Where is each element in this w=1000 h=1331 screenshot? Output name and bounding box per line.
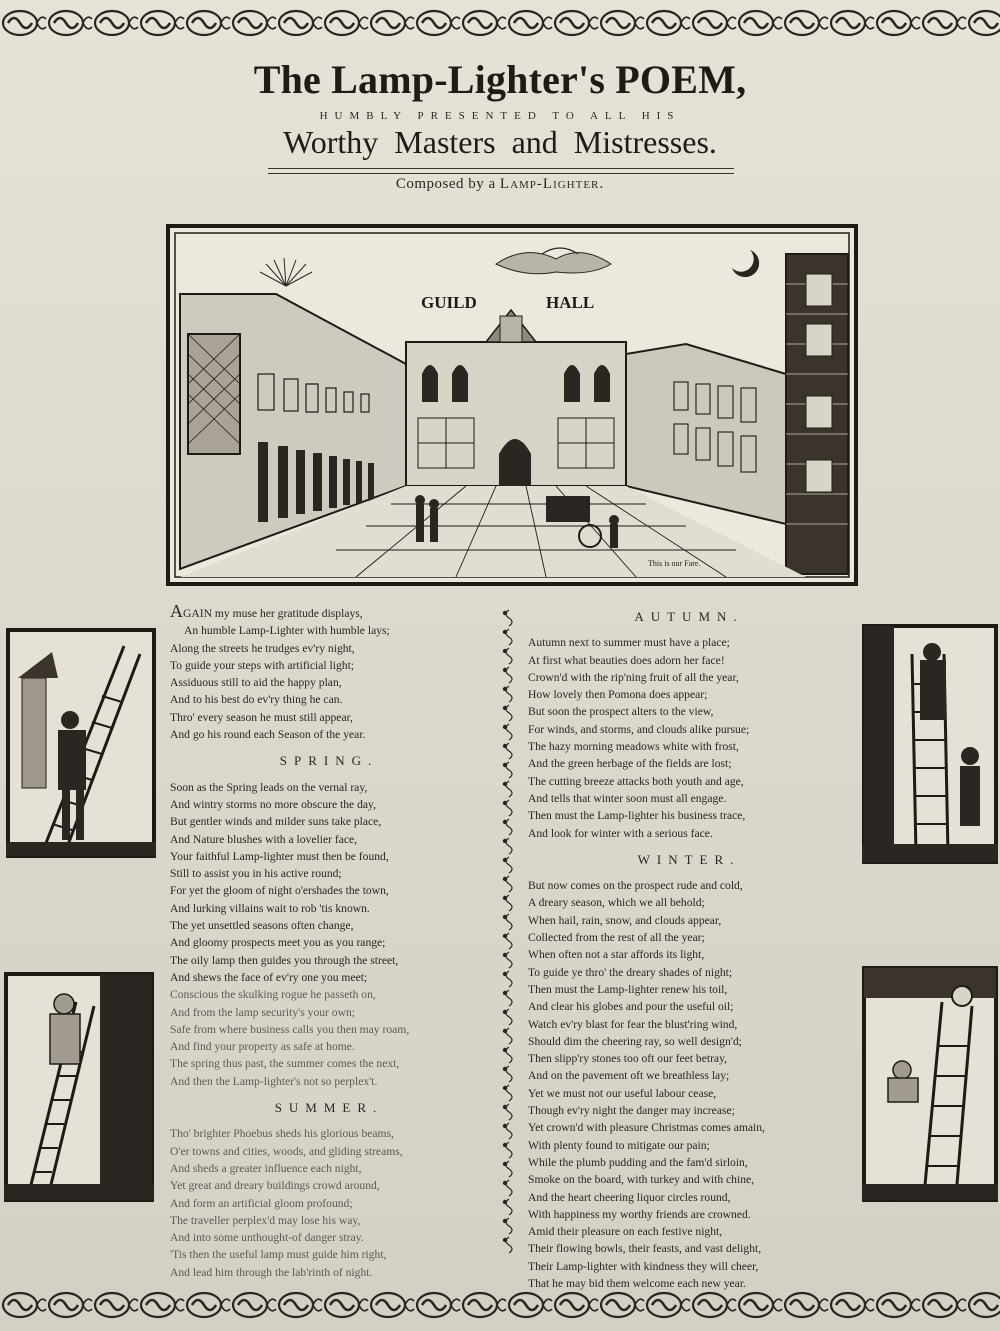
lamplighter-woodcut-winter [862,966,998,1202]
author-line [200,176,800,193]
intro-stanza [170,603,488,743]
lamplighter-woodcut-spring [6,628,156,858]
verse-line: Then slipp'ry stones too oft our feet betray, [528,1052,728,1066]
verse-line: But soon the prospect alters to the view, [528,705,714,719]
verse-line: Should dim the cheering ray, so well design'd; [528,1034,742,1048]
verse-line: An humble Lamp-Lighter with humble lays; [184,624,390,638]
verse-line: With happiness my worthy friends are crowned. [528,1207,751,1221]
verse-line: Then must the Lamp-lighter his business trace, [528,809,746,823]
verse-line: O'er towns and cities, woods, and gliding streams, [170,1144,403,1158]
verse-line: Your faithful Lamp-lighter must then be found, [170,849,389,863]
verse-line: Tho' brighter Phoebus sheds his glorious beams, [170,1127,394,1141]
verse-line: The yet unsettled seasons often change, [170,919,354,933]
verse-line: Autumn next to summer must have a place; [528,636,730,650]
verse-line: When hail, rain, snow, and clouds appear, [528,913,722,927]
verse-line: And shews the face of ev'ry one you meet; [170,970,368,984]
verse-line: And the green herbage of the fields are lost; [528,757,732,771]
verse-line: And lurking villains wait to rob 'tis known. [170,901,370,915]
verse-line: Conscious the skulking rogue he passeth on, [170,988,376,1002]
verse-line: The traveller perplex'd may lose his way, [170,1213,361,1227]
woodcut-caption: This is our Fare. [648,559,701,568]
verse-line: But gentler winds and milder suns take place, [170,815,382,829]
verse-line: Watch ev'ry blast for fear the blust'ring wind, [528,1017,738,1031]
ornamental-border-top [0,0,1000,46]
dedication-subtitle: Worthy Masters and Mistresses. [283,124,717,160]
verse-line: When often not a star affords its light, [528,948,705,962]
verse-line: The hazy morning meadows white with frost, [528,740,739,754]
ornamental-border-bottom [0,1282,1000,1328]
section-heading-autumn: AUTUMN. [634,609,744,624]
sign-hall: HALL [546,293,595,312]
sign-guild: GUILD [421,293,477,312]
verse-line: Still to assist you in his active round; [170,867,342,881]
verse-line: And then the Lamp-lighter's not so perplex't. [170,1074,378,1088]
verse-line: While the plumb pudding and the fam'd sirloin, [528,1155,748,1169]
column-divider-ornament [500,604,518,1256]
drop-cap: A [170,601,183,621]
verse-line: And Nature blushes with a lovelier face, [170,832,358,846]
verse-line: And look for winter with a serious face. [528,826,713,840]
verse-line: Crown'd with the rip'ning fruit of all the year, [528,670,739,684]
verse-line: Assiduous still to aid the happy plan, [170,676,342,690]
verse-line: Their Lamp-lighter with kindness they will cheer, [528,1259,759,1273]
verse-line: And sheds a greater influence each night, [170,1161,362,1175]
lamplighter-woodcut-autumn [862,624,998,864]
verse-line: The cutting breeze attacks both youth and age, [528,774,744,788]
section-heading-summer: SUMMER. [274,1100,384,1116]
verse-line: And lead him through the lab'rinth of night. [170,1265,373,1279]
verse-line: 'Tis then the useful lamp must guide him right, [170,1248,387,1262]
verse-line: With plenty found to mitigate our pain; [528,1138,710,1152]
section-heading-spring: SPRING. [279,753,379,769]
verse-line: And clear his globes and pour the useful oil; [528,1000,734,1014]
verse-line: And tells that winter soon must all engage. [528,791,727,805]
verse-line: Yet great and dreary buildings crowd around, [170,1179,380,1193]
verse-line: To guide your steps with artificial light; [170,658,355,672]
verse-line: And on the pavement oft we breathless lay; [528,1069,730,1083]
title-rule [268,168,734,174]
verse-line: Soon as the Spring leads on the vernal ray, [170,780,368,794]
verse-line: Collected from the rest of all the year; [528,931,705,945]
verse-line: And from the lamp security's your own; [170,1005,355,1019]
verse-line: Thro' every season he must still appear, [170,710,353,724]
verse-line: And go his round each Season of the year. [170,728,366,742]
lamplighter-woodcut-summer [4,972,154,1202]
verse-line: Along the streets he trudges ev'ry night, [170,641,355,655]
verse-line: And gloomy prospects meet you as you range; [170,936,386,950]
verse-line: Their flowing bowls, their feasts, and vast delight, [528,1242,762,1256]
verse-line: Amid their pleasure on each festive night, [528,1225,723,1239]
verse-line: How lovely then Pomona does appear; [528,688,708,702]
verse-line: For winds, and storms, and clouds alike pursue; [528,722,750,736]
author-name: Lamp-Lighter. [499,176,605,192]
verse-line: That he may bid them welcome each new year. [528,1276,746,1290]
summer-stanza [170,1125,488,1281]
verse-line: At first what beauties does adorn her face! [528,653,725,667]
guild-hall-woodcut [166,224,858,586]
verse-line: Yet crown'd with pleasure Christmas comes amain, [528,1121,765,1135]
verse-line: And the heart cheering liquor circles round, [528,1190,731,1204]
verse-line: And wintry storms no more obscure the day, [170,797,376,811]
verse-line: Then must the Lamp-lighter renew his toil, [528,982,728,996]
right-column [528,599,850,1292]
verse-line: Smoke on the board, with turkey and with chine, [528,1173,755,1187]
autumn-stanza [528,634,850,842]
verse-line: The oily lamp then guides you through the street, [170,953,399,967]
verse-line: To guide ye thro' the dreary shades of night; [528,965,733,979]
verse-line: The spring thus past, the summer comes the next, [170,1057,400,1071]
verse-line: But now comes on the prospect rude and cold, [528,879,743,893]
spring-stanza [170,779,488,1090]
title-block [200,58,800,160]
verse-line: For yet the gloom of night o'ershades the town, [170,884,389,898]
verse-line: A dreary season, which we all behold; [528,896,705,910]
section-heading-winter: WINTER. [637,851,741,867]
poem-title: The Lamp-Lighter's POEM, [253,57,747,102]
verse-line: And to his best do ev'ry thing he can. [170,693,343,707]
verse-line: Yet we must not our useful labour cease, [528,1086,717,1100]
dedication-line: HUMBLY PRESENTED TO ALL HIS [319,110,681,122]
winter-stanza [528,877,850,1292]
verse-line-text: GAIN my muse her gratitude displays, [183,607,363,620]
left-column [170,603,488,1281]
verse-line: And find your property as safe at home. [170,1040,355,1054]
author-prefix: Composed by a [395,176,496,192]
verse-line: Safe from where business calls you then may roam, [170,1022,410,1036]
verse-line [170,603,488,622]
verse-line: Though ev'ry night the danger may increase; [528,1104,735,1118]
verse-line: And form an artificial gloom profound; [170,1196,353,1210]
verse-line: And into some unthought-of danger stray. [170,1231,364,1245]
